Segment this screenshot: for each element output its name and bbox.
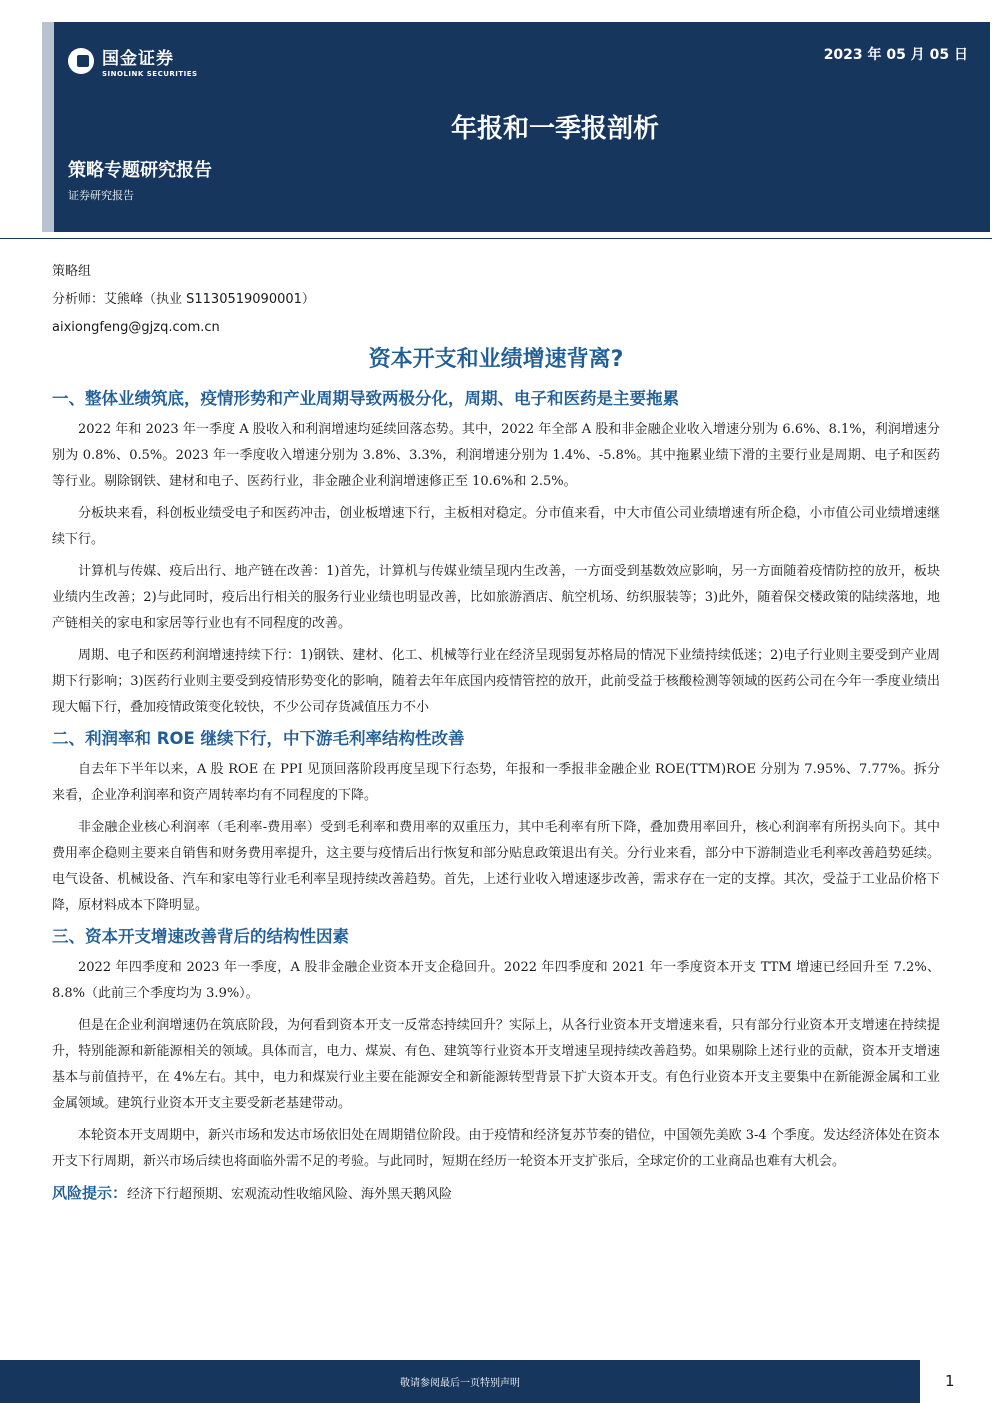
author-email[interactable]: aixiongfeng@gjzq.com.cn — [52, 320, 220, 335]
brand-logo — [68, 44, 198, 78]
risk-text: 经济下行超预期、宏观流动性收缩风险、海外黑天鹅风险 — [127, 1187, 453, 1202]
paragraph: 分板块来看，科创板业绩受电子和医药冲击，创业板增速下行，主板相对稳定。分市值来看，中大市值公司业绩增速有所企稳，小市值公司业绩增速继续下行。 — [52, 506, 940, 547]
paragraph: 自去年下半年以来，A 股 ROE 在 PPI 见顶回落阶段再度呈现下行态势，年报和一季报非金融企业 ROE(TTM)ROE 分别为 7.95%、7.77%。拆分来看，企业净利润率和资产周转率均有不同程度的下降。 — [52, 762, 940, 803]
page-number: 1 — [945, 1372, 955, 1390]
section-heading: 一、整体业绩筑底，疫情形势和产业周期导致两极分化，周期、电子和医药是主要拖累 — [52, 389, 679, 408]
risk-label: 风险提示： — [52, 1184, 128, 1202]
paragraph: 非金融企业核心利润率（毛利率-费用率）受到毛利率和费用率的双重压力，其中毛利率有所下降，叠加费用率回升，核心利润率有所拐头向下。其中费用率企稳则主要来自销售和财务费用率提升，这主要与疫情后出行恢复和部分贴息政策退出有关。分行业来看，部分中下游制造业毛利率改善趋势延续。电气设备、机械设备、汽车和家电等行业毛利率呈现持续改善趋势。首先，上述行业收入增速逐步改善，需求存在一定的支撑。其次，受益于工业品价格下降，原材料成本下降明显。 — [52, 820, 940, 913]
report-body — [52, 384, 940, 1208]
report-date: 2023 年 05 月 05 日 — [823, 47, 968, 63]
report-subtype: 证券研究报告 — [68, 189, 134, 202]
risk-notice — [52, 1180, 940, 1208]
page-footer — [0, 1360, 992, 1403]
section-1 — [52, 384, 940, 724]
author-group: 策略组 — [52, 264, 92, 279]
main-title: 资本开支和业绩增速背离? — [368, 347, 624, 372]
section-3 — [52, 922, 940, 1178]
report-type: 策略专题研究报告 — [68, 160, 212, 181]
logo-mark-icon — [68, 48, 94, 74]
section-heading: 二、利润率和 ROE 继续下行，中下游毛利率结构性改善 — [52, 729, 465, 748]
section-2 — [52, 724, 940, 922]
paragraph: 计算机与传媒、疫后出行、地产链在改善：1)首先，计算机与传媒业绩呈现内生改善，一方面受到基数效应影响，另一方面随着疫情防控的放开，板块业绩内生改善；2)与此同时，疫后出行相关的服务行业业绩也明显改善，比如旅游酒店、航空机场、纺织服装等；3)此外，随着保交楼政策的陆续落地，地产链相关的家电和家居等行业也有不同程度的改善。 — [52, 564, 940, 631]
author-block — [52, 258, 315, 342]
section-heading: 三、资本开支增速改善背后的结构性因素 — [52, 927, 349, 946]
paragraph: 本轮资本开支周期中，新兴市场和发达市场依旧处在周期错位阶段。由于疫情和经济复苏节奏的错位，中国领先美欧 3-4 个季度。发达经济体处在资本开支下行周期，新兴市场后续也将面临外需不足的考验。与此同时，短期在经历一轮资本开支扩张后，全球定价的工业商品也难有大机会。 — [52, 1128, 940, 1169]
footer-disclaimer-note: 敬请参阅最后一页特别声明 — [400, 1378, 520, 1389]
paragraph: 周期、电子和医药利润增速持续下行：1)钢铁、建材、化工、机械等行业在经济呈现弱复苏格局的情况下业绩持续低迷；2)电子行业则主要受到产业周期下行影响；3)医药行业则主要受到疫情形势变化的影响，随着去年年底国内疫情管控的放开，此前受益于核酸检测等领域的医药公司在今年一季度业绩出现大幅下行，叠加疫情政策变化较快，不少公司存货减值压力不小 — [52, 648, 941, 715]
paragraph: 2022 年四季度和 2023 年一季度，A 股非金融企业资本开支企稳回升。2022 年四季度和 2021 年一季度资本开支 TTM 增速已经回升至 7.2%、8.8%（此前三个季度均为 3.9%）。 — [52, 960, 940, 1001]
header-divider — [0, 238, 992, 239]
author-analyst: 分析师：艾熊峰（执业 S1130519090001） — [52, 292, 315, 307]
paragraph: 2022 年和 2023 年一季度 A 股收入和利润增速均延续回落态势。其中，2022 年全部 A 股和非金融企业收入增速分别为 6.6%、8.1%，利润增速分别为 0.8%、0.5%。2023 年一季度收入增速分别为 3.8%、3.3%，利润增速分别为 1.4%、-5.8%。其中拖累业绩下滑的主要行业是周期、电子和医药等行业。剔除钢铁、建材和电子、医药行业，非金融企业利润增速修正至 10.6%和 2.5%。 — [52, 422, 940, 489]
logo-name-en: SINOLINK SECURITIES — [102, 70, 198, 78]
report-title: 年报和一季报剖析 — [450, 114, 659, 144]
paragraph: 但是在企业利润增速仍在筑底阶段，为何看到资本开支一反常态持续回升？实际上，从各行业资本开支增速来看，只有部分行业资本开支增速在持续提升，特别能源和新能源相关的领域。具体而言，电力、煤炭、有色、建筑等行业资本开支增速呈现持续改善趋势。如果剔除上述行业的贡献，资本开支增速基本与前值持平，在 4%左右。其中，电力和煤炭行业主要在能源安全和新能源转型背景下扩大资本开支。有色行业资本开支主要集中在新能源金属和工业金属领域。建筑行业资本开支主要受新老基建带动。 — [52, 1018, 940, 1111]
logo-name-cn: 国金证券 — [102, 49, 174, 69]
